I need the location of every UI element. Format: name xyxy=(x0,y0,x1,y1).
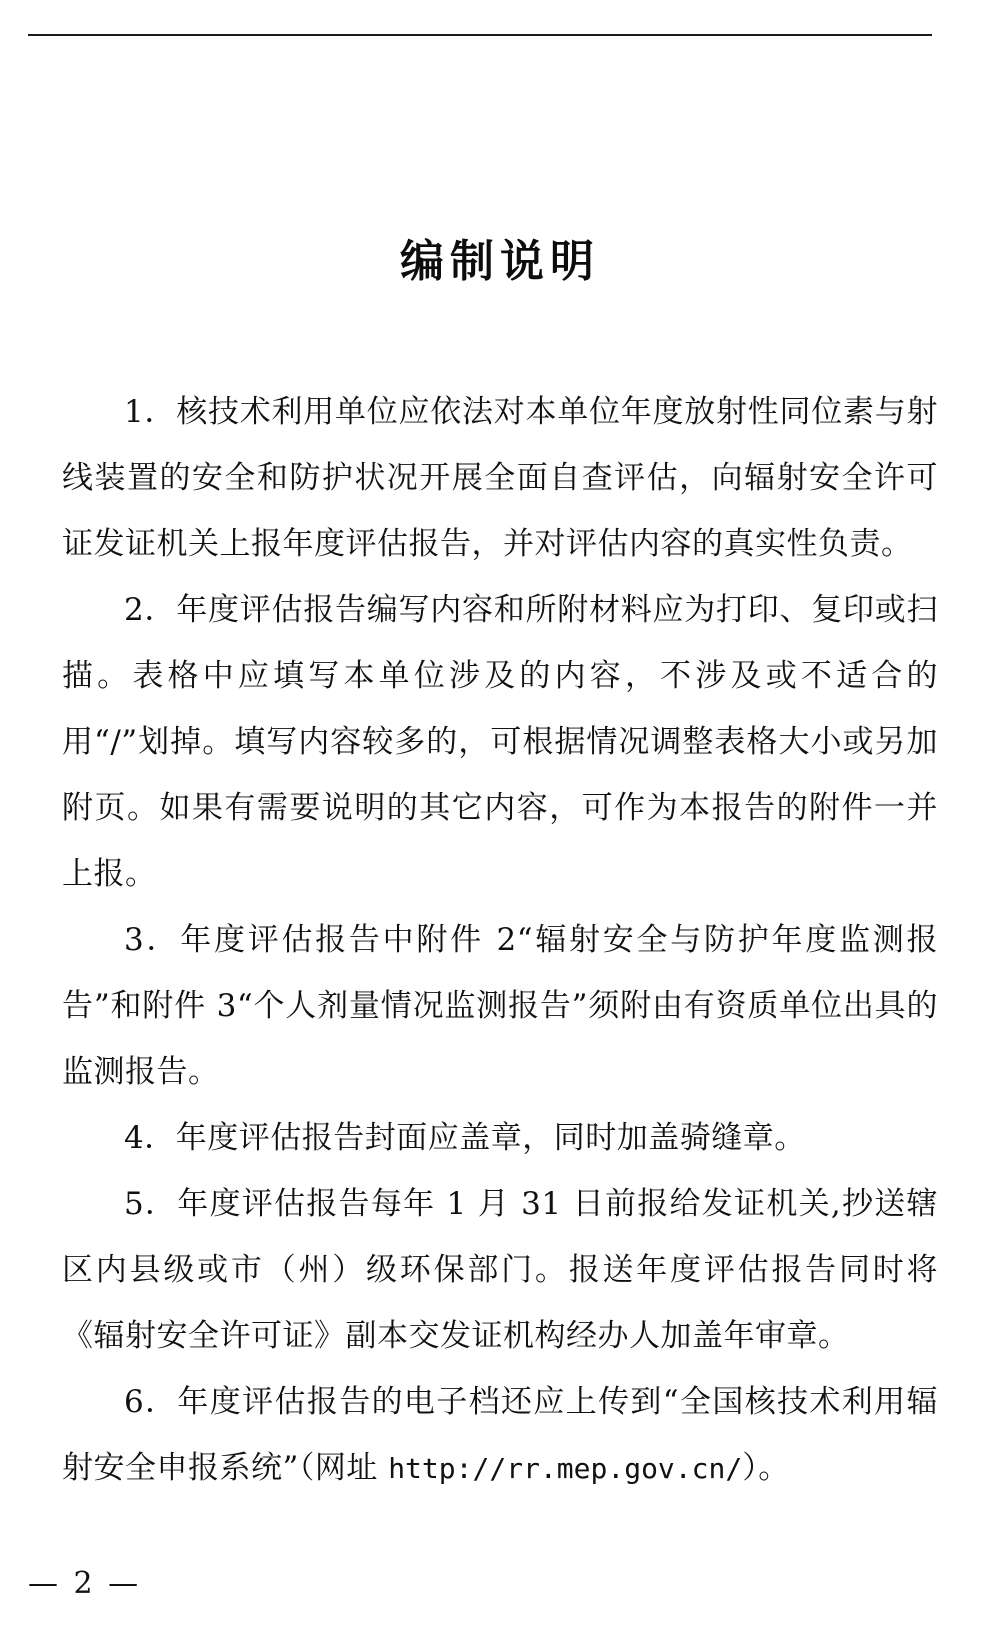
document-content xyxy=(0,225,1000,1502)
paragraph-6-text-after: ）。 xyxy=(742,1450,790,1486)
header-rule xyxy=(28,34,932,36)
paragraph-3: 3．年度评估报告中附件 2“辐射安全与防护年度监测报告”和附件 3“个人剂量情况监测报告”须附由有资质单位出具的监测报告。 xyxy=(62,922,938,1090)
paragraph-6-text-before: 6．年度评估报告的电子档还应上传到“全国核技术利用辐射安全申报系统”（网址 xyxy=(62,1384,938,1486)
page-number: — 2 — xyxy=(28,1566,142,1601)
paragraph-5: 5．年度评估报告每年 1 月 31 日前报给发证机关,抄送辖区内县级或市（州）级环保部门。报送年度评估报告同时将《辐射安全许可证》副本交发证机构经办人加盖年审章。 xyxy=(62,1186,938,1354)
document-body xyxy=(62,379,938,1502)
paragraph-4: 4．年度评估报告封面应盖章，同时加盖骑缝章。 xyxy=(124,1120,806,1156)
paragraph-1: 1．核技术利用单位应依法对本单位年度放射性同位素与射线装置的安全和防护状况开展全面自查评估，向辐射安全许可证发证机关上报年度评估报告，并对评估内容的真实性负责。 xyxy=(62,394,938,562)
page-title: 编制说明 xyxy=(400,236,600,287)
paragraph-6 xyxy=(62,1369,938,1502)
paragraph-2: 2．年度评估报告编写内容和所附材料应为打印、复印或扫描。表格中应填写本单位涉及的内容，不涉及或不适合的用“/”划掉。填写内容较多的，可根据情况调整表格大小或另加附页。如果有需要说明的其它内容，可作为本报告的附件一并上报。 xyxy=(62,592,938,892)
declaration-system-url[interactable]: http://rr.mep.gov.cn/ xyxy=(388,1452,743,1485)
